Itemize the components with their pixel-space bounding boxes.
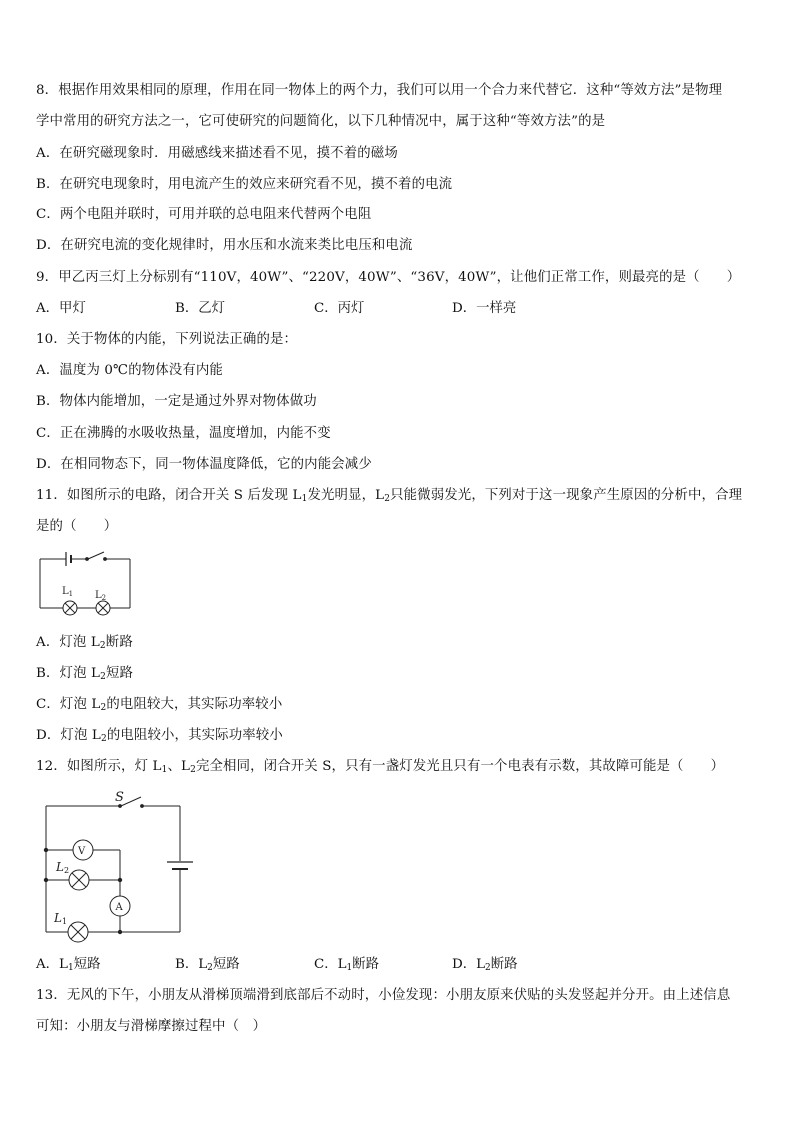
q12-option-b: B．$L_2$短路	[175, 957, 240, 973]
q8-stem-line1: 8．根据作用效果相同的原理，作用在同一物体上的两个力，我们可以用一个合力来代替它．这种“等效方法”是物理	[36, 83, 723, 98]
q11-option-a: A．灯泡 $L_2$断路	[36, 635, 133, 651]
q11-option-c: C．灯泡 $L_2$的电阻较大，其实际功率较小	[36, 697, 283, 713]
q12-voltmeter-label: V	[78, 846, 86, 857]
q10-option-d: D．在相同物态下，同一物体温度降低，它的内能会减少	[36, 457, 372, 472]
q9-option-c: C．丙灯	[314, 301, 365, 316]
q11-lamp-label-l2: $L_2$	[95, 590, 107, 602]
q12-circuit-diagram	[36, 783, 196, 943]
q12-option-a: A．$L_1$短路	[36, 957, 101, 973]
q13-stem-line1: 13．无风的下午，小朋友从滑梯顶端滑到底部后不动时，小俭发现：小朋友原来伏贴的头发竖起并分开。由上述信息	[36, 988, 731, 1003]
q8-option-a: A．在研究磁现象时．用磁感线来描述看不见，摸不着的磁场	[36, 146, 398, 161]
q11-circuit-diagram	[36, 547, 136, 619]
q9-option-b: B．乙灯	[175, 301, 226, 316]
q12-option-d: D．$L_2$断路	[452, 957, 518, 973]
q12-switch-label: S	[115, 790, 124, 805]
q8-stem-line2: 学中常用的研究方法之一，它可使研究的问题简化，以下几种情况中，属于这种“等效方法”的是	[36, 114, 606, 129]
q13-stem-line2: 可知：小朋友与滑梯摩擦过程中（ ）	[36, 1019, 267, 1034]
q8-option-b: B．在研究电现象时，用电流产生的效应来研究看不见，摸不着的电流	[36, 177, 453, 192]
q12-ammeter-label: A	[115, 902, 123, 913]
q10-option-c: C．正在沸腾的水吸收热量，温度增加，内能不变	[36, 426, 331, 441]
q11-stem-line2: 是的（ ）	[36, 519, 118, 534]
q11-lamp-label-l1: $L_1$	[62, 586, 74, 598]
q12-lamp-label-l2: L2	[56, 860, 70, 875]
q11-option-d: D．灯泡 $L_2$的电阻较小，其实际功率较小	[36, 728, 283, 744]
q8-option-c: C．两个电阻并联时，可用并联的总电阻来代替两个电阻	[36, 207, 372, 222]
q12-stem: 12．如图所示，灯 $L_1$、$L_2$完全相同，闭合开关 S，只有一盏灯发光且只有一个电表有示数，其故障可能是（ ）	[36, 759, 725, 775]
q10-option-a: A．温度为 0℃的物体没有内能	[36, 363, 223, 378]
q9-option-d: D．一样亮	[452, 301, 517, 316]
q9-stem: 9．甲乙丙三灯上分标别有“110V，40W”、“220V，40W”、“36V，40W”，让他们正常工作，则最亮的是（ ）	[36, 270, 741, 285]
q10-option-b: B．物体内能增加，一定是通过外界对物体做功	[36, 394, 317, 409]
q9-option-a: A．甲灯	[36, 301, 86, 316]
q11-option-b: B．灯泡 $L_2$短路	[36, 666, 134, 682]
q11-stem-line1: 11．如图所示的电路，闭合开关 S 后发现 $L_1$发光明显，$L_2$只能微弱发光，下列对于这一现象产生原因的分析中，合理	[36, 488, 743, 504]
q8-option-d: D．在研究电流的变化规律时，用水压和水流来类比电压和电流	[36, 238, 413, 253]
q12-option-c: C．$L_1$断路	[314, 957, 380, 973]
q12-lamp-label-l1: L1	[54, 911, 68, 926]
q10-stem: 10．关于物体的内能，下列说法正确的是：	[36, 332, 298, 347]
